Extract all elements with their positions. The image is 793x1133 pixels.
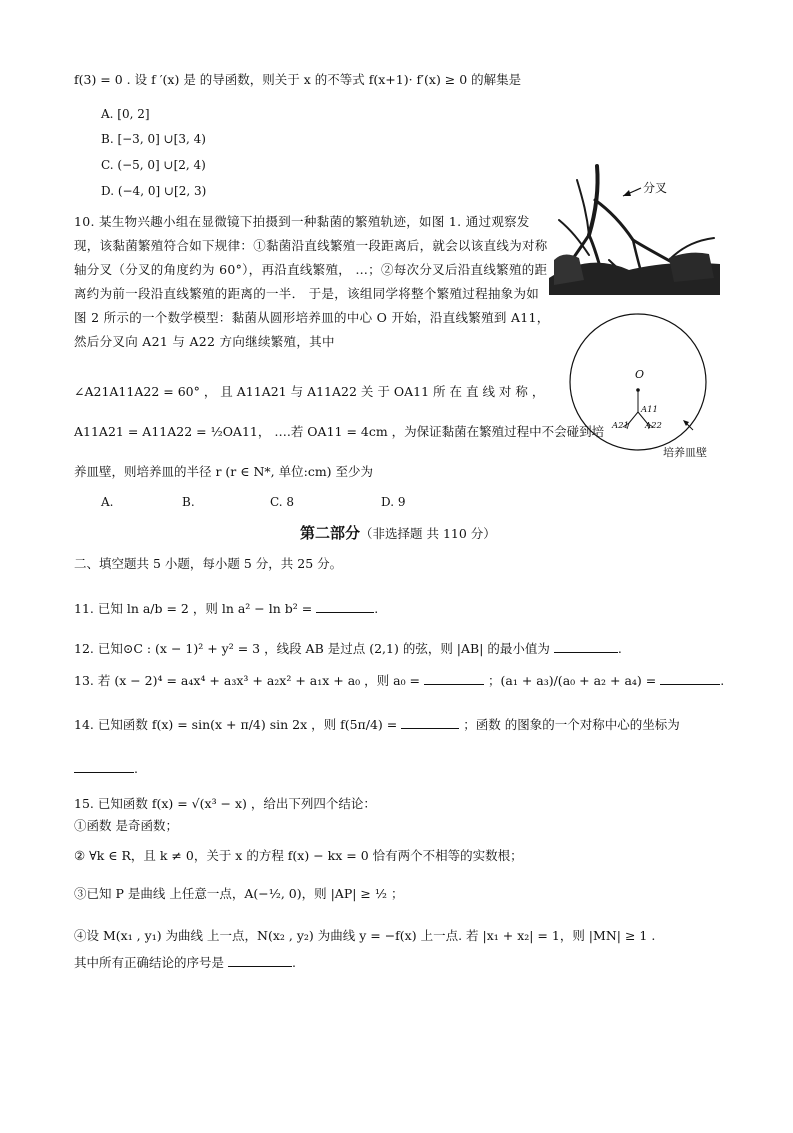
q12-text: 12. 已知⊙C : (x − 1)² + y² = 3 ，线段 AB 是过点 (2,1) 的弦，则 |AB| 的最小值为 [74,641,550,656]
q15-answer-blank[interactable] [228,954,292,967]
q14-answer-blank-2[interactable] [74,760,134,773]
label-wall: 培养皿壁 [663,446,707,459]
slime-mould-photo [549,160,720,295]
q10-line3: A11A21 = A11A22 = ½OA11， ….若 OA11 = 4cm ，为保证黏菌在繁殖过程中不会碰到培 [74,424,605,439]
q10-option-d: D. 9 [381,495,406,509]
q11-answer-blank[interactable] [316,600,374,613]
q10-option-a: A. [101,495,114,509]
q9-option-b: B. [−3, 0] ∪[3, 4) [101,132,206,146]
q10-option-b: B. [182,495,195,509]
q10-line2: ∠A21A11A22 = 60° ， 且 A11A21 与 A11A22 关 于 OA11 所 在 直 线 对 称 ， [74,384,545,399]
part2-heading [300,522,496,543]
q14 [74,716,680,733]
fig1-label: 分叉 [643,181,668,195]
q14-answer-blank-1[interactable] [401,716,459,729]
q9-option-a: A. [0, 2] [101,107,150,121]
q14-line2: . [74,760,138,777]
label-a21: A21 [612,421,629,431]
dish-circle [570,314,706,450]
q9-line: f(3) = 0 . 设 f ′(x) 是 的导函数，则关于 x 的不等式 f(x+1)· f′(x) ≥ 0 的解集是 [74,72,522,87]
q10-line4: 养皿壁，则培养皿的半径 r (r ∈ N*, 单位:cm) 至少为 [74,464,374,479]
q10-option-c: C. 8 [270,495,295,509]
q9-option-c: C. (−5, 0] ∪[2, 4) [101,158,206,172]
q11: 11. 已知 ln a/b = 2 ，则 ln a² − ln b² = . [74,601,379,616]
q9-option-d: D. (−4, 0] ∪[2, 3) [101,184,207,198]
petri-dish-diagram [565,312,740,460]
label-a22: A22 [645,421,662,431]
q15-item-3: ③已知 P 是曲线 上任意一点，A(−½, 0)，则 |AP| ≥ ½ ； [74,886,404,901]
q12: 12. 已知⊙C : (x − 1)² + y² = 3 ，线段 AB 是过点 (2,1) 的弦，则 |AB| 的最小值为 . [74,641,622,656]
q15-end-text: 其中所有正确结论的序号是 [74,955,225,970]
label-o: O [635,368,645,381]
q13-text-b: ；(a₁ + a₃)/(a₀ + a₂ + a₄) = [488,673,657,688]
q15-item-1: ①函数 是奇函数； [74,818,178,833]
q15-item-4: ④设 M(x₁ , y₁) 为曲线 上一点，N(x₂ , y₂) 为曲线 y = −f(x) 上一点. 若 |x₁ + x₂| = 1，则 |MN| ≥ 1 . [74,928,656,943]
section2-instructions: 二、填空题共 5 小题，每小题 5 分，共 25 分。 [74,556,343,571]
q15-end: 其中所有正确结论的序号是 . [74,955,296,970]
part2-subtitle: （非选择题 共 110 分） [360,526,496,541]
q13-answer-blank-2[interactable] [660,672,720,685]
q10-text: 10. 某生物兴趣小组在显微镜下拍摄到一种黏菌的繁殖轨迹，如图 1. 通过观察发现，该黏菌繁殖符合如下规律：①黏菌沿直线繁殖一段距离后，就会以该直线为对称轴分叉（分叉的角度约为 60°），再沿直线繁殖， …；②每次分叉后沿直线繁殖的距离约为前一段沿直线繁殖的距离的一半． 于是，该组同学将整个繁殖过程抽象为如图 2 所示的一个数学模型：黏菌从圆形培养皿的中心 O 开始，沿直线繁殖到 A11，然后分叉向 A21 与 A22 方向继续繁殖，其中 [74,214,550,349]
q14-text: 14. 已知函数 f(x) = sin(x + π/4) sin 2x ，则 f(5π/4) = [74,717,398,732]
q11-text: 11. 已知 ln a/b = 2 ，则 ln a² − ln b² = [74,601,313,616]
part2-title: 第二部分 [300,524,361,542]
label-a11: A11 [641,405,658,415]
q15-stem: 15. 已知函数 f(x) = √(x³ − x) ，给出下列四个结论： [74,796,376,811]
q12-answer-blank[interactable] [554,640,618,653]
q14-text-b: ；函数 的图象的一个对称中心的坐标为 [463,717,680,732]
q13: 13. 若 (x − 2)⁴ = a₄x⁴ + a₃x³ + a₂x² + a₁x + a₀ ，则 a₀ = ；(a₁ + a₃)/(a₀ + a₂ + a₄) = . [74,673,725,688]
q15-item-2: ② ∀k ∈ R，且 k ≠ 0，关于 x 的方程 f(x) − kx = 0 恰有两个不相等的实数根； [74,848,523,863]
q13-answer-blank-1[interactable] [424,672,484,685]
q13-text: 13. 若 (x − 2)⁴ = a₄x⁴ + a₃x³ + a₂x² + a₁x + a₀ ，则 a₀ = [74,673,421,688]
